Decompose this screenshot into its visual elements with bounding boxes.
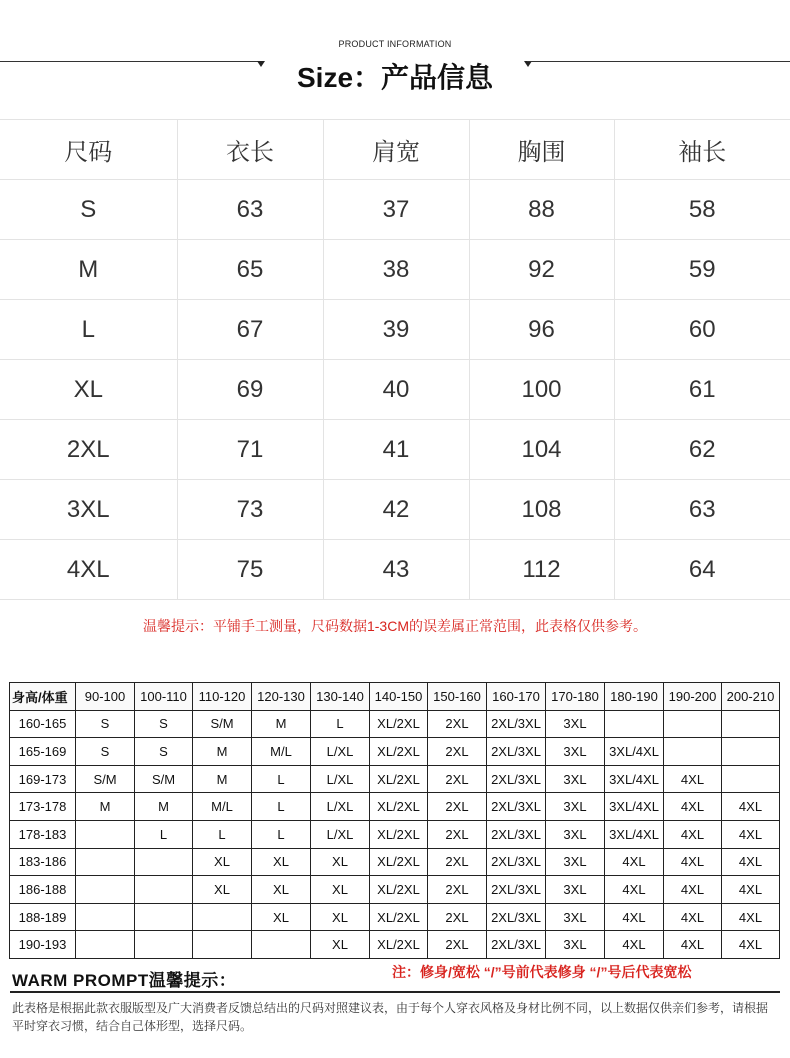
hw-size-cell: 4XL [605, 903, 664, 931]
hw-size-cell: 4XL [664, 931, 722, 959]
hw-weight-header: 130-140 [311, 683, 370, 711]
header-rule-right [527, 61, 790, 62]
hw-size-cell: L [252, 765, 311, 793]
size-cell: 62 [614, 420, 790, 480]
hw-size-cell [722, 710, 780, 738]
hw-size-cell: 4XL [664, 876, 722, 904]
size-cell: 65 [177, 240, 323, 300]
hw-size-cell: 4XL [664, 848, 722, 876]
size-cell: 61 [614, 360, 790, 420]
hw-size-cell: 4XL [664, 793, 722, 821]
hw-size-cell: 4XL [605, 848, 664, 876]
hw-size-cell: M/L [193, 793, 252, 821]
hw-row [10, 848, 780, 876]
hw-size-cell: S/M [193, 710, 252, 738]
hw-row [10, 903, 780, 931]
size-cell: 37 [323, 180, 469, 240]
hw-size-cell: 2XL [428, 848, 487, 876]
size-cell: 112 [469, 540, 614, 600]
hw-weight-header: 120-130 [252, 683, 311, 711]
hw-size-cell: XL [311, 876, 370, 904]
size-header-cell: 衣长 [177, 120, 323, 180]
hw-size-cell: 4XL [722, 903, 780, 931]
hw-size-cell: 4XL [722, 820, 780, 848]
hw-size-cell: XL [252, 876, 311, 904]
hw-size-cell: L [311, 710, 370, 738]
hw-size-cell: 2XL/3XL [487, 710, 546, 738]
hw-size-cell: S/M [135, 765, 193, 793]
hw-size-cell: 4XL [722, 876, 780, 904]
hw-size-cell: 3XL [546, 903, 605, 931]
hw-height-cell: 178-183 [10, 820, 76, 848]
hw-size-cell: 2XL [428, 765, 487, 793]
hw-size-cell: 3XL [546, 793, 605, 821]
hw-size-cell: M [76, 793, 135, 821]
hw-size-cell: XL [311, 931, 370, 959]
hw-size-cell: 2XL/3XL [487, 765, 546, 793]
size-cell: 75 [177, 540, 323, 600]
hw-weight-header: 140-150 [370, 683, 428, 711]
hw-size-cell: 3XL [546, 765, 605, 793]
hw-size-cell: L/XL [311, 738, 370, 766]
hw-size-cell: 2XL [428, 876, 487, 904]
hw-size-cell [76, 876, 135, 904]
hw-size-cell: 2XL/3XL [487, 876, 546, 904]
hw-size-cell: XL/2XL [370, 765, 428, 793]
hw-row [10, 820, 780, 848]
size-cell: 88 [469, 180, 614, 240]
hw-size-cell: 2XL/3XL [487, 903, 546, 931]
hw-size-cell: 3XL [546, 820, 605, 848]
hw-size-cell: XL/2XL [370, 738, 428, 766]
footer-divider [10, 991, 780, 993]
size-row [0, 360, 790, 420]
hw-size-cell: 2XL/3XL [487, 793, 546, 821]
hw-row [10, 876, 780, 904]
hw-size-cell [722, 765, 780, 793]
hw-size-cell [76, 848, 135, 876]
size-cell: 73 [177, 480, 323, 540]
size-row [0, 240, 790, 300]
size-row [0, 480, 790, 540]
size-cell: 43 [323, 540, 469, 600]
hw-weight-header: 160-170 [487, 683, 546, 711]
hw-size-cell: 3XL/4XL [605, 820, 664, 848]
hw-row [10, 793, 780, 821]
hw-size-cell: XL [311, 848, 370, 876]
size-cell: 100 [469, 360, 614, 420]
size-cell: 96 [469, 300, 614, 360]
hw-size-cell: S [76, 710, 135, 738]
hw-row [10, 931, 780, 959]
size-cell: 63 [614, 480, 790, 540]
hw-size-cell: XL/2XL [370, 710, 428, 738]
hw-size-cell [722, 738, 780, 766]
size-row [0, 540, 790, 600]
hw-size-cell: 2XL [428, 738, 487, 766]
hw-weight-header: 180-190 [605, 683, 664, 711]
hw-size-cell [664, 710, 722, 738]
hw-size-cell: M [193, 738, 252, 766]
hw-height-cell: 183-186 [10, 848, 76, 876]
hw-size-cell: 3XL/4XL [605, 738, 664, 766]
hw-size-cell: XL [252, 903, 311, 931]
hw-size-cell [76, 820, 135, 848]
size-cell: 108 [469, 480, 614, 540]
hw-size-cell: S/M [76, 765, 135, 793]
hw-size-cell: 4XL [664, 903, 722, 931]
size-cell: 60 [614, 300, 790, 360]
hw-size-cell: L/XL [311, 793, 370, 821]
hw-height-cell: 169-173 [10, 765, 76, 793]
hw-size-cell: 2XL/3XL [487, 820, 546, 848]
hw-size-cell [135, 876, 193, 904]
hw-weight-header: 100-110 [135, 683, 193, 711]
hw-size-cell: 3XL/4XL [605, 793, 664, 821]
hw-size-cell: XL/2XL [370, 876, 428, 904]
page-header [0, 0, 790, 112]
hw-size-cell: 3XL [546, 848, 605, 876]
size-cell: 67 [177, 300, 323, 360]
hw-size-cell: XL [193, 848, 252, 876]
hw-size-cell [605, 710, 664, 738]
size-header-cell: 尺码 [0, 120, 177, 180]
hw-size-cell: 4XL [664, 765, 722, 793]
hw-weight-header: 110-120 [193, 683, 252, 711]
size-header-cell: 袖长 [614, 120, 790, 180]
hw-size-cell: 2XL/3XL [487, 931, 546, 959]
hw-size-cell: L [135, 820, 193, 848]
hw-size-cell: XL/2XL [370, 793, 428, 821]
hw-height-cell: 186-188 [10, 876, 76, 904]
hw-size-cell [135, 848, 193, 876]
hw-size-cell: 4XL [605, 931, 664, 959]
hw-size-cell: L [193, 820, 252, 848]
measurement-hint: 温馨提示：平铺手工测量，尺码数据1-3CM的误差属正常范围，此表格仅供参考。 [142, 618, 647, 634]
size-cell: 3XL [0, 480, 177, 540]
hw-weight-header: 150-160 [428, 683, 487, 711]
size-header-cell: 肩宽 [323, 120, 469, 180]
hw-height-cell: 173-178 [10, 793, 76, 821]
hw-weight-header: 190-200 [664, 683, 722, 711]
size-cell: 4XL [0, 540, 177, 600]
size-row [0, 300, 790, 360]
hw-size-cell: M [193, 765, 252, 793]
size-header-row [0, 120, 790, 180]
hw-size-cell [76, 931, 135, 959]
hw-size-cell: 4XL [664, 820, 722, 848]
size-cell: 69 [177, 360, 323, 420]
hw-size-cell: L [252, 820, 311, 848]
hw-size-cell: XL [252, 848, 311, 876]
hw-size-cell: 4XL [722, 931, 780, 959]
hw-size-cell: XL [311, 903, 370, 931]
hw-size-cell [135, 931, 193, 959]
size-cell: 92 [469, 240, 614, 300]
hw-size-cell: 2XL [428, 903, 487, 931]
header-subtitle: PRODUCT INFORMATION [338, 39, 452, 49]
hw-size-cell: 4XL [605, 876, 664, 904]
fit-note: 注：修身/宽松 “/”号前代表修身 “/”号后代表宽松 [392, 964, 692, 980]
hw-height-cell: 165-169 [10, 738, 76, 766]
hw-height-cell: 160-165 [10, 710, 76, 738]
hw-size-cell [135, 903, 193, 931]
size-chart-table [0, 119, 790, 600]
hw-size-cell: 3XL [546, 738, 605, 766]
hw-size-cell: M [135, 793, 193, 821]
hw-size-cell [193, 903, 252, 931]
hw-size-cell: 3XL/4XL [605, 765, 664, 793]
size-cell: 38 [323, 240, 469, 300]
size-cell: XL [0, 360, 177, 420]
size-cell: S [0, 180, 177, 240]
hw-size-cell [252, 931, 311, 959]
hw-size-cell [193, 931, 252, 959]
hw-size-cell: 3XL [546, 710, 605, 738]
size-cell: 58 [614, 180, 790, 240]
size-header-cell: 胸围 [469, 120, 614, 180]
hw-row [10, 738, 780, 766]
hw-size-cell: S [135, 710, 193, 738]
hw-corner-cell: 身高/体重 [10, 683, 76, 711]
size-cell: 64 [614, 540, 790, 600]
hw-size-cell: XL/2XL [370, 848, 428, 876]
hw-weight-header: 90-100 [76, 683, 135, 711]
hw-size-cell: 2XL [428, 710, 487, 738]
size-row [0, 420, 790, 480]
size-cell: M [0, 240, 177, 300]
footer-disclaimer: 此表格是根据此款衣服版型及广大消费者反馈总结出的尺码对照建议表，由于每个人穿衣风格及身材比例不同，以上数据仅供亲们参考，请根据平时穿衣习惯，结合自己体形型，选择尺码。 [12, 1001, 769, 1033]
hw-size-cell: L [252, 793, 311, 821]
hw-size-cell [664, 738, 722, 766]
hw-row [10, 765, 780, 793]
size-cell: 39 [323, 300, 469, 360]
size-cell: 40 [323, 360, 469, 420]
hw-size-cell: XL [193, 876, 252, 904]
size-cell: 104 [469, 420, 614, 480]
hw-size-cell: 3XL [546, 931, 605, 959]
size-cell: L [0, 300, 177, 360]
hw-size-cell: XL/2XL [370, 903, 428, 931]
warm-prompt-title: WARM PROMPT温馨提示： [12, 971, 237, 990]
hw-size-cell: 2XL/3XL [487, 738, 546, 766]
hw-height-cell: 190-193 [10, 931, 76, 959]
hw-size-cell: XL/2XL [370, 820, 428, 848]
hw-size-cell: S [76, 738, 135, 766]
hw-weight-header: 170-180 [546, 683, 605, 711]
hw-size-cell: 4XL [722, 848, 780, 876]
hw-size-cell: S [135, 738, 193, 766]
hw-size-cell: L/XL [311, 820, 370, 848]
hw-size-cell: 2XL [428, 793, 487, 821]
size-row [0, 180, 790, 240]
hw-size-cell: 2XL [428, 931, 487, 959]
hw-size-cell: 2XL [428, 820, 487, 848]
hw-size-cell [76, 903, 135, 931]
size-cell: 41 [323, 420, 469, 480]
height-weight-table [9, 682, 780, 959]
hw-size-cell: 3XL [546, 876, 605, 904]
size-cell: 59 [614, 240, 790, 300]
page-title: Size：产品信息 [296, 62, 494, 93]
hw-size-cell: M/L [252, 738, 311, 766]
hw-weight-header: 200-210 [722, 683, 780, 711]
hw-size-cell: L/XL [311, 765, 370, 793]
hw-size-cell: 4XL [722, 793, 780, 821]
hw-size-cell: M [252, 710, 311, 738]
hw-header-row [10, 683, 780, 711]
size-cell: 63 [177, 180, 323, 240]
size-cell: 42 [323, 480, 469, 540]
hw-height-cell: 188-189 [10, 903, 76, 931]
hw-size-cell: 2XL/3XL [487, 848, 546, 876]
size-cell: 71 [177, 420, 323, 480]
size-cell: 2XL [0, 420, 177, 480]
hw-size-cell: XL/2XL [370, 931, 428, 959]
hw-row [10, 710, 780, 738]
